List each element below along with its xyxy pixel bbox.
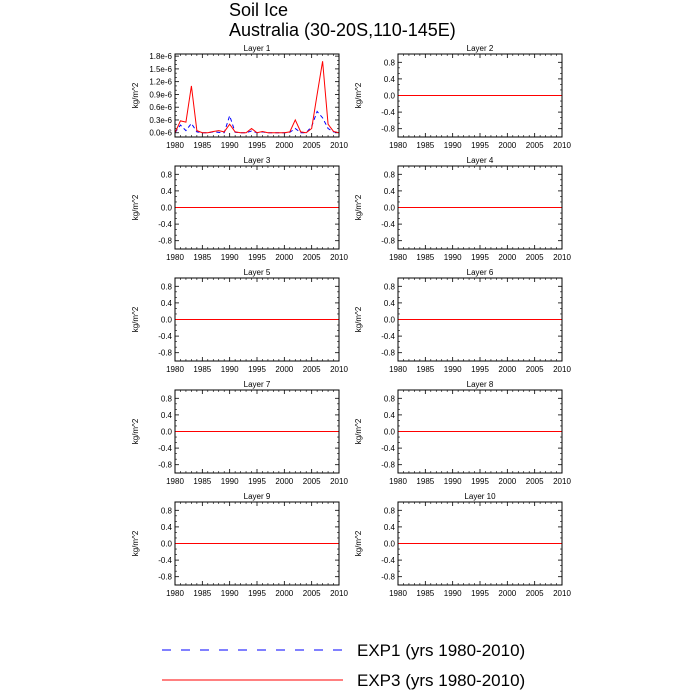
y-tick-label: 0.8 bbox=[383, 282, 395, 292]
panel-title: Layer 8 bbox=[466, 380, 494, 389]
y-tick-label: 0.8 bbox=[160, 394, 172, 404]
y-tick-label: -0.8 bbox=[158, 348, 172, 358]
x-tick-label: 2005 bbox=[525, 589, 544, 598]
y-tick-label: -0.8 bbox=[158, 460, 172, 470]
layer-panel-10 bbox=[354, 492, 571, 598]
x-tick-label: 2000 bbox=[275, 365, 294, 374]
x-tick-label: 2005 bbox=[525, 141, 544, 150]
x-tick-label: 1995 bbox=[248, 477, 266, 486]
x-tick-label: 2000 bbox=[275, 141, 294, 150]
x-tick-label: 1980 bbox=[166, 253, 184, 262]
y-tick-label: 0.0 bbox=[383, 91, 395, 101]
x-tick-label: 1985 bbox=[193, 589, 212, 598]
x-tick-label: 2005 bbox=[302, 589, 321, 598]
y-axis-label: kg/m^2 bbox=[354, 418, 363, 445]
y-axis-label: kg/m^2 bbox=[354, 194, 363, 221]
x-tick-label: 2010 bbox=[553, 365, 571, 374]
x-tick-label: 2000 bbox=[275, 477, 294, 486]
x-tick-label: 1980 bbox=[389, 589, 407, 598]
x-tick-label: 2000 bbox=[498, 141, 517, 150]
y-tick-label: 0.0 bbox=[160, 203, 172, 213]
x-tick-label: 1985 bbox=[416, 253, 435, 262]
y-tick-label: -0.8 bbox=[381, 236, 395, 246]
x-tick-label: 2010 bbox=[553, 589, 571, 598]
y-tick-label: 0.4 bbox=[160, 522, 172, 532]
y-tick-label: -0.4 bbox=[381, 556, 395, 566]
x-tick-label: 1980 bbox=[166, 477, 184, 486]
y-axis-label: kg/m^2 bbox=[131, 82, 140, 109]
x-tick-label: 2005 bbox=[302, 365, 321, 374]
y-tick-label: 0.4 bbox=[383, 410, 395, 420]
x-tick-label: 1995 bbox=[248, 141, 266, 150]
x-tick-label: 1980 bbox=[389, 477, 407, 486]
panel-title: Layer 5 bbox=[243, 268, 271, 277]
x-tick-label: 2000 bbox=[498, 477, 517, 486]
x-tick-label: 1985 bbox=[193, 365, 212, 374]
y-tick-label: 0.0 bbox=[383, 539, 395, 549]
x-tick-label: 1980 bbox=[389, 253, 407, 262]
panel-title: Layer 4 bbox=[466, 156, 494, 165]
y-tick-label: 0.8 bbox=[160, 170, 172, 180]
x-tick-label: 1990 bbox=[220, 141, 239, 150]
x-tick-label: 1980 bbox=[389, 141, 407, 150]
legend-label-exp1: EXP1 (yrs 1980-2010) bbox=[357, 641, 526, 660]
x-tick-label: 2005 bbox=[525, 253, 544, 262]
layer-panel-1 bbox=[131, 44, 348, 150]
y-tick-label: -0.8 bbox=[158, 572, 172, 582]
x-tick-label: 1985 bbox=[416, 589, 435, 598]
x-tick-label: 2000 bbox=[498, 253, 517, 262]
layer-panel-3 bbox=[131, 156, 348, 262]
x-tick-label: 1990 bbox=[443, 141, 462, 150]
y-tick-label: 0.4 bbox=[383, 186, 395, 196]
x-tick-label: 1980 bbox=[166, 365, 184, 374]
x-tick-label: 2010 bbox=[330, 589, 348, 598]
layer-panel-7 bbox=[131, 380, 348, 486]
y-tick-label: -0.4 bbox=[381, 332, 395, 342]
x-tick-label: 1995 bbox=[471, 141, 489, 150]
y-axis-label: kg/m^2 bbox=[131, 418, 140, 445]
y-tick-label: -0.4 bbox=[158, 220, 172, 230]
legend-label-exp3: EXP3 (yrs 1980-2010) bbox=[357, 671, 526, 690]
y-tick-label: 1.5e-6 bbox=[149, 64, 172, 74]
x-tick-label: 1980 bbox=[166, 141, 184, 150]
panel-title: Layer 3 bbox=[243, 156, 271, 165]
x-tick-label: 1985 bbox=[416, 477, 435, 486]
y-tick-label: -0.8 bbox=[381, 124, 395, 134]
y-tick-label: -0.4 bbox=[381, 108, 395, 118]
x-tick-label: 1980 bbox=[166, 589, 184, 598]
x-tick-label: 1990 bbox=[443, 253, 462, 262]
x-tick-label: 1985 bbox=[193, 253, 212, 262]
y-tick-label: 0.0 bbox=[383, 427, 395, 437]
y-tick-label: -0.8 bbox=[381, 460, 395, 470]
x-tick-label: 1990 bbox=[443, 589, 462, 598]
y-tick-label: -0.4 bbox=[158, 332, 172, 342]
panel-title: Layer 10 bbox=[464, 492, 496, 501]
y-tick-label: -0.4 bbox=[381, 444, 395, 454]
x-tick-label: 2005 bbox=[525, 477, 544, 486]
y-tick-label: 0.0 bbox=[383, 203, 395, 213]
y-tick-label: 0.0e-6 bbox=[149, 128, 172, 138]
x-tick-label: 2010 bbox=[330, 477, 348, 486]
x-tick-label: 1995 bbox=[471, 589, 489, 598]
x-tick-label: 2010 bbox=[553, 141, 571, 150]
x-tick-label: 1995 bbox=[248, 253, 266, 262]
y-tick-label: 0.0 bbox=[160, 315, 172, 325]
series-line-exp3 bbox=[175, 61, 339, 133]
y-axis-label: kg/m^2 bbox=[131, 306, 140, 333]
x-tick-label: 1985 bbox=[416, 365, 435, 374]
x-tick-label: 1985 bbox=[193, 477, 212, 486]
y-tick-label: 0.8 bbox=[383, 394, 395, 404]
x-tick-label: 2000 bbox=[275, 253, 294, 262]
y-tick-label: -0.4 bbox=[158, 556, 172, 566]
x-tick-label: 1985 bbox=[193, 141, 212, 150]
x-tick-label: 2010 bbox=[330, 141, 348, 150]
x-tick-label: 2010 bbox=[553, 253, 571, 262]
x-tick-label: 2005 bbox=[525, 365, 544, 374]
panel-title: Layer 7 bbox=[243, 380, 271, 389]
y-axis-label: kg/m^2 bbox=[354, 306, 363, 333]
x-tick-label: 2005 bbox=[302, 141, 321, 150]
y-tick-label: -0.8 bbox=[158, 236, 172, 246]
x-tick-label: 1990 bbox=[220, 365, 239, 374]
y-tick-label: 0.4 bbox=[383, 298, 395, 308]
x-tick-label: 1985 bbox=[416, 141, 435, 150]
y-tick-label: 0.8 bbox=[160, 282, 172, 292]
y-tick-label: 1.8e-6 bbox=[149, 52, 172, 62]
panel-title: Layer 2 bbox=[466, 44, 494, 53]
panel-title: Layer 6 bbox=[466, 268, 494, 277]
y-axis-label: kg/m^2 bbox=[131, 194, 140, 221]
y-tick-label: -0.4 bbox=[158, 444, 172, 454]
x-tick-label: 2005 bbox=[302, 477, 321, 486]
y-tick-label: 0.0 bbox=[160, 427, 172, 437]
x-tick-label: 2000 bbox=[498, 365, 517, 374]
x-tick-label: 1995 bbox=[471, 253, 489, 262]
x-tick-label: 1990 bbox=[443, 365, 462, 374]
plot-frame bbox=[175, 54, 339, 137]
layer-panel-2 bbox=[354, 44, 571, 150]
x-tick-label: 2010 bbox=[330, 253, 348, 262]
y-tick-label: -0.4 bbox=[381, 220, 395, 230]
y-tick-label: 0.0 bbox=[383, 315, 395, 325]
y-tick-label: 0.4 bbox=[383, 74, 395, 84]
y-axis-label: kg/m^2 bbox=[354, 530, 363, 557]
x-tick-label: 1990 bbox=[220, 253, 239, 262]
x-tick-label: 2010 bbox=[553, 477, 571, 486]
y-tick-label: 0.4 bbox=[160, 186, 172, 196]
x-tick-label: 2000 bbox=[498, 589, 517, 598]
x-tick-label: 2000 bbox=[275, 589, 294, 598]
layer-panel-5 bbox=[131, 268, 348, 374]
layer-panel-9 bbox=[131, 492, 348, 598]
y-axis-label: kg/m^2 bbox=[354, 82, 363, 109]
x-tick-label: 1980 bbox=[389, 365, 407, 374]
layer-panel-8 bbox=[354, 380, 571, 486]
x-tick-label: 1990 bbox=[443, 477, 462, 486]
x-tick-label: 1990 bbox=[220, 589, 239, 598]
y-tick-label: 1.2e-6 bbox=[149, 77, 172, 87]
x-tick-label: 1995 bbox=[248, 365, 266, 374]
figure-subtitle: Australia (30-20S,110-145E) bbox=[229, 20, 456, 40]
y-tick-label: 0.0 bbox=[160, 539, 172, 549]
y-tick-label: 0.9e-6 bbox=[149, 90, 172, 100]
series-line-exp1 bbox=[175, 111, 339, 132]
y-tick-label: 0.8 bbox=[383, 58, 395, 68]
y-tick-label: 0.4 bbox=[160, 298, 172, 308]
layer-panel-6 bbox=[354, 268, 571, 374]
y-tick-label: -0.8 bbox=[381, 348, 395, 358]
x-tick-label: 2005 bbox=[302, 253, 321, 262]
y-tick-label: 0.8 bbox=[383, 506, 395, 516]
x-tick-label: 2010 bbox=[330, 365, 348, 374]
x-tick-label: 1990 bbox=[220, 477, 239, 486]
y-tick-label: 0.8 bbox=[383, 170, 395, 180]
x-tick-label: 1995 bbox=[471, 477, 489, 486]
y-tick-label: 0.3e-6 bbox=[149, 115, 172, 125]
legend bbox=[162, 641, 525, 690]
y-tick-label: 0.4 bbox=[383, 522, 395, 532]
layer-panel-4 bbox=[354, 156, 571, 262]
y-tick-label: 0.4 bbox=[160, 410, 172, 420]
panel-title: Layer 9 bbox=[243, 492, 271, 501]
y-axis-label: kg/m^2 bbox=[131, 530, 140, 557]
x-tick-label: 1995 bbox=[248, 589, 266, 598]
y-tick-label: 0.8 bbox=[160, 506, 172, 516]
panel-title: Layer 1 bbox=[243, 44, 271, 53]
x-tick-label: 1995 bbox=[471, 365, 489, 374]
y-tick-label: 0.6e-6 bbox=[149, 103, 172, 113]
y-tick-label: -0.8 bbox=[381, 572, 395, 582]
figure-title: Soil Ice bbox=[229, 0, 289, 20]
